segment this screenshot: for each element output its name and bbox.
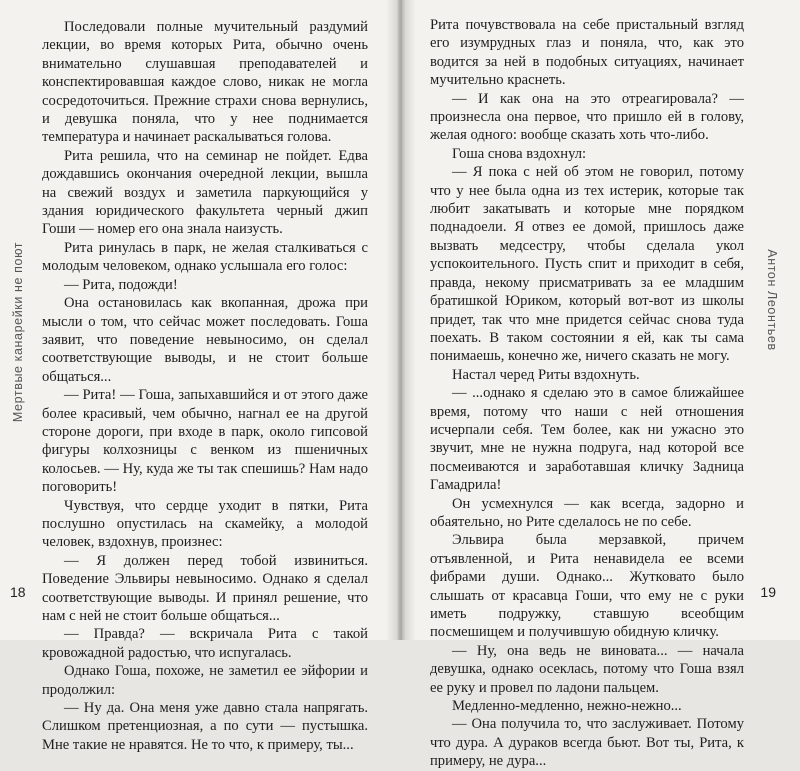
paragraph: — Рита, подожди! xyxy=(64,276,178,293)
paragraph: Она остановилась как вкопанная, дрожа при мысли о том, что сейчас может последовать. Гоша заявит, что поведение невыносимо, он сделал соответствующие выводы, и не стоит больше общаться... xyxy=(42,295,368,385)
paragraph: — И как она на это отреагировала? — произнесла она первое, что пришло ей в голову, желая одного: вообще сказать хоть что-либо. xyxy=(430,90,744,144)
paragraph: Рита решила, что на семинар не пойдет. Едва дождавшись окончания очередной лекции, вышла на свежий воздух и заметила паркующийся у здания юридического факультета черный джип Гоши — номер его она знала наизусть. xyxy=(42,147,368,238)
paragraph: Последовали полные мучительный раздумий лекции, во время которых Рита, обычно очень внимательно слушавшая преподавателей и конспектировавшая каждое слово, никак не могла сосредоточиться. Прежние страхи снова вернулись, и девушка поняла, что у нее поднимается температура и начинает раскалываться голова. xyxy=(42,19,368,146)
page-number: 18 xyxy=(10,584,26,600)
paragraph: — Я пока с ней об этом не говорил, потому что у нее была одна из тех истерик, которые так любит закатывать и которые мне порядком поднадоели. Я отвез ее домой, пришлось даже вызвать медсестру, чтобы сделала укол успокоительного. Пусть спит и приходит в себя, правда, некому присматривать за ее младшим братишкой Юриком, который вот-вот из школы придет, так что мне придется сейчас снова туда поехать. В таком состоянии я ей, как ты сама понимаешь, конечно же, ничего сказать не могу. xyxy=(430,164,744,365)
paragraph: Медленно-медленно, нежно-нежно... xyxy=(452,698,682,715)
paragraph: Он усмехнулся — как всегда, задорно и обаятельно, но Рите сделалось не по себе. xyxy=(430,495,744,530)
left-page xyxy=(0,0,398,753)
running-head-author: Антон Леонтьев xyxy=(765,249,779,351)
paragraph: Однако Гоша, похоже, не заметил ее эйфории и продолжил: xyxy=(42,663,368,698)
paragraph: Чувствуя, что сердце уходит в пятки, Рита послушно опустилась на скамейку, а молодой человек, вздохнув, произнес: xyxy=(42,497,368,551)
paragraph: Рита почувствовала на себе пристальный взгляд его изумрудных глаз и поняла, что, как это водится за ней в подобных ситуациях, начинает мучительно краснеть. xyxy=(430,17,744,89)
paragraph: Эльвира была мерзавкой, причем отъявленной, и Рита ненавидела ее всеми фибрами души. Однако... Жутковато было слышать от красавца Гоши, что ему не с руки иметь подружку, ставшую всеобщим посмешищем и получившую обидную кличку. xyxy=(430,532,744,641)
paragraph: — Она получила то, что заслуживает. Потому что дура. А дураков всегда бьют. Вот ты, Рита, к примеру, не дура... xyxy=(430,716,744,770)
paragraph: — Рита! — Гоша, запыхавшийся и от этого даже более красивый, чем обычно, нагнал ее на другой стороне дороги, при входе в парк, около гипсовой фигуры колхозницы с венком из пшеничных колосьев. — Ну, куда же ты так спешишь? Нам надо поговорить! xyxy=(42,387,368,496)
paragraph: Настал черед Риты вздохнуть. xyxy=(452,366,640,383)
paragraph: — Ну, она ведь не виновата... — начала девушка, однако осеклась, потому что Гоша взял ее руку и провел по ладони пальцем. xyxy=(430,642,744,696)
right-page xyxy=(402,0,800,770)
left-page-text xyxy=(42,18,368,754)
running-head-book-title: Мертвые канарейки не поют xyxy=(11,241,25,423)
page-number: 19 xyxy=(760,584,776,600)
paragraph: — ...однако я сделаю это в самое ближайшее время, потому что наши с ней отношения исчерпали себя. Тем более, как ни ужасно это звучит, мне не нужна подруга, над которой все посмеиваются и заработавшая кличку Задница Гамадрила! xyxy=(430,385,744,494)
paragraph: — Ну да. Она меня уже давно стала напрягать. Слишком претенциозная, а по сути — пустышка. Мне такие не нравятся. Не то что, к примеру, ты... xyxy=(42,700,368,753)
paragraph: — Правда? — вскричала Рита с такой кровожадной радостью, что испугалась. xyxy=(42,626,368,661)
paragraph: Гоша снова вздохнул: xyxy=(452,145,587,162)
paragraph: Рита ринулась в парк, не желая сталкиваться с молодым человеком, однако услышала его голос: xyxy=(42,239,368,275)
paragraph: — Я должен перед тобой извиниться. Поведение Эльвиры невыносимо. Однако я сделал соответствующие выводы. И принял решение, что нам с ней не стоит больше общаться... xyxy=(42,552,368,624)
right-page-text xyxy=(430,16,744,771)
